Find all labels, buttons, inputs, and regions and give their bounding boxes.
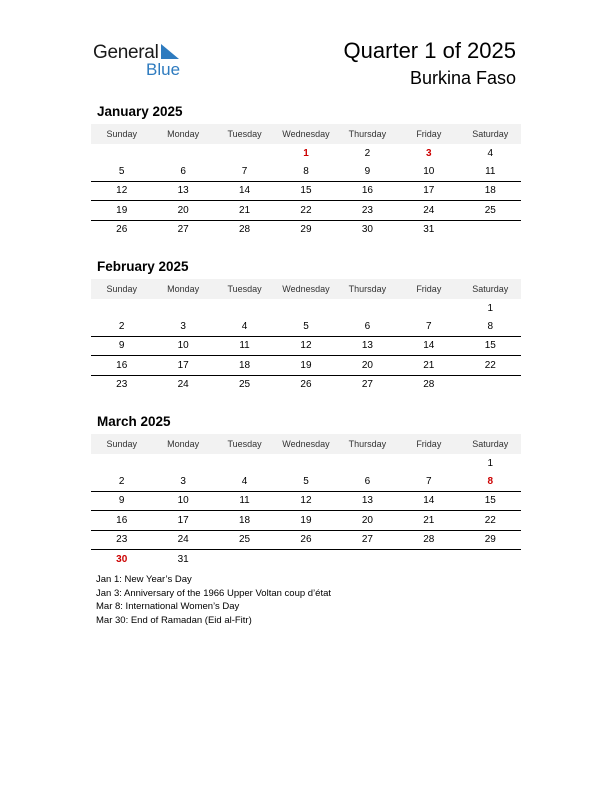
day-cell — [214, 454, 275, 472]
day-cell: 4 — [214, 472, 275, 491]
day-cell: 24 — [152, 530, 213, 549]
week-row — [91, 491, 521, 510]
day-cell: 9 — [91, 491, 152, 510]
week-row — [91, 530, 521, 549]
weekday-header: Sunday — [91, 279, 152, 299]
generalblue-logo — [93, 40, 193, 80]
day-cell: 30 — [116, 553, 128, 565]
day-cell: 5 — [91, 162, 152, 181]
day-cell: 11 — [214, 491, 275, 510]
day-cell: 6 — [337, 472, 398, 491]
day-cell: 17 — [398, 181, 459, 200]
weekday-header: Saturday — [460, 279, 521, 299]
day-cell: 2 — [91, 317, 152, 336]
day-cell: 30 — [361, 224, 373, 236]
day-cell: 31 — [423, 224, 435, 236]
logo-blue-text: Blue — [146, 60, 181, 79]
day-cell: 3 — [152, 472, 213, 491]
day-cell: 17 — [152, 356, 213, 375]
day-cell — [91, 454, 152, 472]
weekday-header: Monday — [152, 124, 213, 144]
day-cell: 8 — [460, 472, 521, 491]
day-cell — [275, 454, 336, 472]
weekday-header: Thursday — [337, 124, 398, 144]
day-cell — [460, 220, 521, 239]
day-cell — [398, 454, 459, 472]
day-cell: 26 — [275, 530, 336, 549]
month-title: March 2025 — [97, 414, 171, 429]
weekday-header: Sunday — [91, 124, 152, 144]
day-cell: 24 — [398, 201, 459, 220]
day-cell: 29 — [460, 530, 521, 549]
month-title: January 2025 — [97, 104, 183, 119]
day-cell: 1 — [487, 302, 494, 314]
weekday-header: Tuesday — [214, 124, 275, 144]
day-cell — [398, 299, 459, 317]
day-cell: 16 — [337, 181, 398, 200]
weekday-header: Friday — [398, 434, 459, 454]
day-cell — [337, 454, 398, 472]
day-cell — [337, 299, 398, 317]
day-cell: 3 — [152, 317, 213, 336]
day-cell: 16 — [91, 356, 152, 375]
calendar-table — [91, 434, 521, 568]
day-cell: 23 — [91, 530, 152, 549]
week-row — [91, 162, 521, 181]
day-cell: 27 — [337, 530, 398, 549]
week-row — [91, 220, 521, 239]
week-row — [91, 201, 521, 220]
day-cell: 7 — [398, 317, 459, 336]
week-row — [91, 356, 521, 375]
day-cell: 10 — [398, 162, 459, 181]
weekday-header: Saturday — [460, 434, 521, 454]
day-cell: 20 — [337, 511, 398, 530]
month-february — [91, 259, 521, 394]
day-cell: 20 — [337, 356, 398, 375]
weekday-header: Saturday — [460, 124, 521, 144]
week-row — [91, 375, 521, 394]
day-cell: 28 — [423, 379, 435, 391]
holiday-note: Mar 8: International Women’s Day — [96, 601, 240, 612]
day-cell — [152, 454, 213, 472]
day-cell — [214, 144, 275, 162]
weekday-header: Wednesday — [275, 434, 336, 454]
day-cell: 5 — [275, 472, 336, 491]
week-row — [91, 511, 521, 530]
day-cell: 19 — [275, 356, 336, 375]
day-cell: 18 — [460, 181, 521, 200]
weekday-header: Tuesday — [214, 279, 275, 299]
day-cell: 14 — [398, 491, 459, 510]
day-cell: 19 — [275, 511, 336, 530]
holiday-notes — [96, 573, 331, 627]
country-name: Burkina Faso — [409, 68, 516, 88]
month-march — [91, 414, 521, 568]
day-cell: 7 — [214, 162, 275, 181]
day-cell: 28 — [238, 224, 251, 236]
day-cell: 9 — [91, 336, 152, 355]
day-cell: 4 — [487, 147, 494, 159]
weekday-header: Friday — [398, 124, 459, 144]
day-cell: 12 — [275, 336, 336, 355]
holiday-note: Mar 30: End of Ramadan (Eid al-Fitr) — [96, 614, 252, 626]
day-cell: 26 — [300, 379, 312, 391]
day-cell — [152, 144, 213, 162]
day-cell: 6 — [337, 317, 398, 336]
weekday-header: Sunday — [91, 434, 152, 454]
day-cell: 25 — [460, 201, 521, 220]
day-cell: 7 — [398, 472, 459, 491]
day-cell: 29 — [300, 224, 312, 236]
day-cell: 15 — [275, 181, 336, 200]
week-row — [91, 144, 521, 162]
week-row — [91, 181, 521, 200]
weekday-header-row — [91, 434, 521, 454]
month-title: February 2025 — [97, 259, 189, 274]
day-cell: 23 — [337, 201, 398, 220]
day-cell: 12 — [91, 181, 152, 200]
weekday-header: Thursday — [337, 279, 398, 299]
day-cell — [460, 549, 521, 568]
day-cell — [398, 549, 459, 568]
day-cell: 28 — [398, 530, 459, 549]
week-row — [91, 336, 521, 355]
week-row — [91, 454, 521, 472]
day-cell: 9 — [337, 162, 398, 181]
day-cell: 8 — [275, 162, 336, 181]
day-cell — [460, 375, 521, 394]
day-cell: 13 — [337, 336, 398, 355]
day-cell: 26 — [116, 224, 128, 236]
day-cell: 21 — [398, 511, 459, 530]
holiday-note: Jan 1: New Year’s Day — [96, 574, 192, 585]
logo-triangle-icon — [161, 44, 179, 60]
day-cell — [214, 299, 275, 317]
page-title: Quarter 1 of 2025 — [343, 38, 516, 63]
day-cell: 10 — [152, 336, 213, 355]
day-cell: 11 — [460, 162, 521, 181]
month-january — [91, 104, 521, 239]
day-cell: 11 — [214, 336, 275, 355]
calendar-table — [91, 124, 521, 239]
day-cell: 10 — [152, 491, 213, 510]
day-cell: 24 — [177, 379, 189, 391]
day-cell: 21 — [398, 356, 459, 375]
day-cell: 15 — [460, 491, 521, 510]
week-row — [91, 299, 521, 317]
day-cell: 20 — [152, 201, 213, 220]
day-cell: 13 — [152, 181, 213, 200]
weekday-header: Wednesday — [275, 124, 336, 144]
day-cell: 3 — [426, 147, 432, 159]
day-cell: 2 — [364, 147, 371, 159]
day-cell: 8 — [460, 317, 521, 336]
weekday-header: Friday — [398, 279, 459, 299]
day-cell: 14 — [398, 336, 459, 355]
holiday-note: Jan 3: Anniversary of the 1966 Upper Voltan coup d’état — [96, 587, 332, 599]
weekday-header-row — [91, 279, 521, 299]
day-cell: 31 — [177, 553, 189, 565]
day-cell: 5 — [275, 317, 336, 336]
day-cell: 23 — [116, 379, 128, 391]
week-row — [91, 317, 521, 336]
day-cell — [152, 299, 213, 317]
day-cell: 22 — [460, 356, 521, 375]
day-cell: 13 — [337, 491, 398, 510]
day-cell — [275, 549, 336, 568]
day-cell: 17 — [152, 511, 213, 530]
day-cell — [91, 144, 152, 162]
day-cell: 15 — [460, 336, 521, 355]
day-cell: 1 — [487, 457, 494, 469]
day-cell: 19 — [91, 201, 152, 220]
weekday-header: Monday — [152, 434, 213, 454]
day-cell: 2 — [91, 472, 152, 491]
day-cell — [275, 299, 336, 317]
calendar-table — [91, 279, 521, 394]
weekday-header: Monday — [152, 279, 213, 299]
day-cell: 25 — [238, 379, 251, 391]
weekday-header: Tuesday — [214, 434, 275, 454]
day-cell — [337, 549, 398, 568]
day-cell: 4 — [214, 317, 275, 336]
day-cell: 25 — [214, 530, 275, 549]
day-cell: 27 — [361, 379, 373, 391]
day-cell: 6 — [152, 162, 213, 181]
day-cell: 18 — [214, 356, 275, 375]
weekday-header: Thursday — [337, 434, 398, 454]
day-cell: 18 — [214, 511, 275, 530]
week-row — [91, 549, 521, 568]
day-cell: 21 — [214, 201, 275, 220]
day-cell: 1 — [303, 147, 309, 159]
day-cell: 27 — [177, 224, 189, 236]
week-row — [91, 472, 521, 491]
day-cell — [214, 549, 275, 568]
day-cell: 14 — [214, 181, 275, 200]
day-cell: 22 — [275, 201, 336, 220]
day-cell: 22 — [460, 511, 521, 530]
weekday-header-row — [91, 124, 521, 144]
day-cell: 16 — [91, 511, 152, 530]
day-cell — [91, 299, 152, 317]
day-cell: 12 — [275, 491, 336, 510]
logo-general-text: General — [93, 42, 159, 63]
weekday-header: Wednesday — [275, 279, 336, 299]
